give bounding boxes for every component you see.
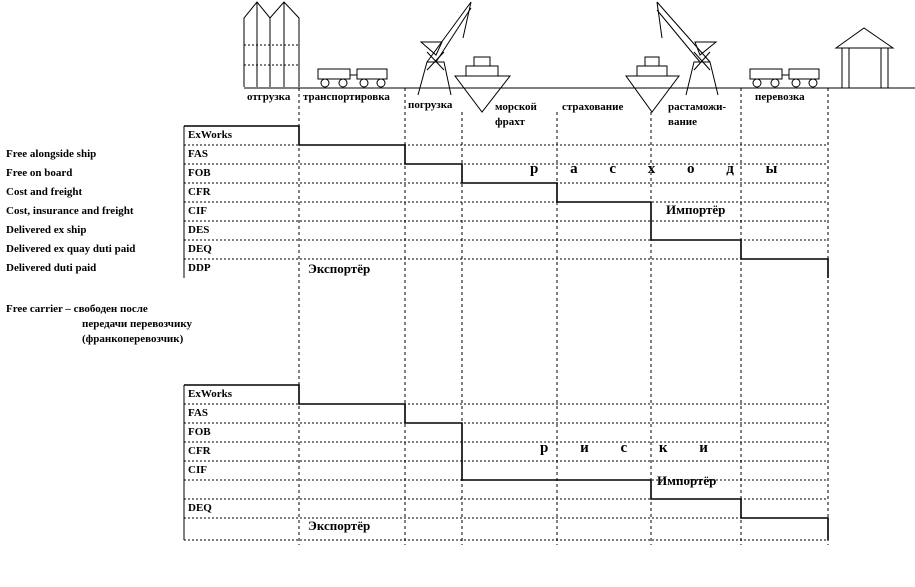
stage-label-shipment: отгрузка	[247, 91, 291, 103]
stage-label-delivery: перевозка	[755, 91, 805, 103]
house-icon	[836, 28, 893, 88]
stage-label-transport: транспортировка	[303, 91, 390, 103]
stage-dividers	[299, 88, 828, 545]
truck-icon	[750, 69, 819, 87]
exporter-label: Экспортёр	[308, 261, 371, 276]
risk-code: CIF	[188, 464, 207, 476]
term-code: DES	[188, 224, 210, 236]
term-name: Delivered ex ship	[6, 224, 87, 236]
truck-icon	[318, 69, 387, 87]
term-name: Cost and freight	[6, 186, 83, 198]
costs-heading: р а с х о д ы	[530, 161, 792, 177]
importer-label: Импортёр	[666, 202, 726, 217]
free-carrier-line1: Free carrier – свободен после	[6, 303, 148, 315]
risks-heading: р и с к и	[540, 440, 722, 456]
exporter-label: Экспортёр	[308, 518, 371, 533]
term-code: DDP	[188, 262, 211, 274]
term-name: Cost, insurance and freight	[6, 205, 134, 217]
term-name: Free on board	[6, 167, 73, 179]
term-name: Delivered duti paid	[6, 262, 97, 274]
term-code: FAS	[188, 148, 208, 160]
free-carrier-line3: (франкоперевозчик)	[82, 333, 184, 345]
stage-label-sea-freight: морской фрахт	[495, 101, 537, 128]
risk-code: DEQ	[188, 502, 212, 514]
term-name: Free alongside ship	[6, 148, 97, 160]
free-carrier-line2: передачи перевозчику	[82, 318, 192, 330]
crane-icon	[418, 2, 471, 95]
term-code: ExWorks	[188, 129, 233, 141]
crane-icon	[657, 2, 718, 95]
term-name: Delivered ex quay duti paid	[6, 243, 136, 255]
risks-row-lines	[184, 404, 828, 540]
stage-label-insurance: страхование	[562, 101, 624, 113]
stage-label-customs: растаможи-вание	[668, 101, 727, 128]
term-code: DEQ	[188, 243, 212, 255]
term-code: FOB	[188, 167, 211, 179]
risk-code: CFR	[188, 445, 211, 457]
term-code: CIF	[188, 205, 207, 217]
warehouse-icon	[244, 2, 299, 87]
risk-code: ExWorks	[188, 388, 233, 400]
risks-boundary-line	[184, 385, 828, 540]
stage-label-loading: погрузка	[408, 99, 453, 111]
importer-label: Импортёр	[657, 473, 717, 488]
risk-code: FOB	[188, 426, 211, 438]
risk-code: FAS	[188, 407, 208, 419]
term-code: CFR	[188, 186, 211, 198]
